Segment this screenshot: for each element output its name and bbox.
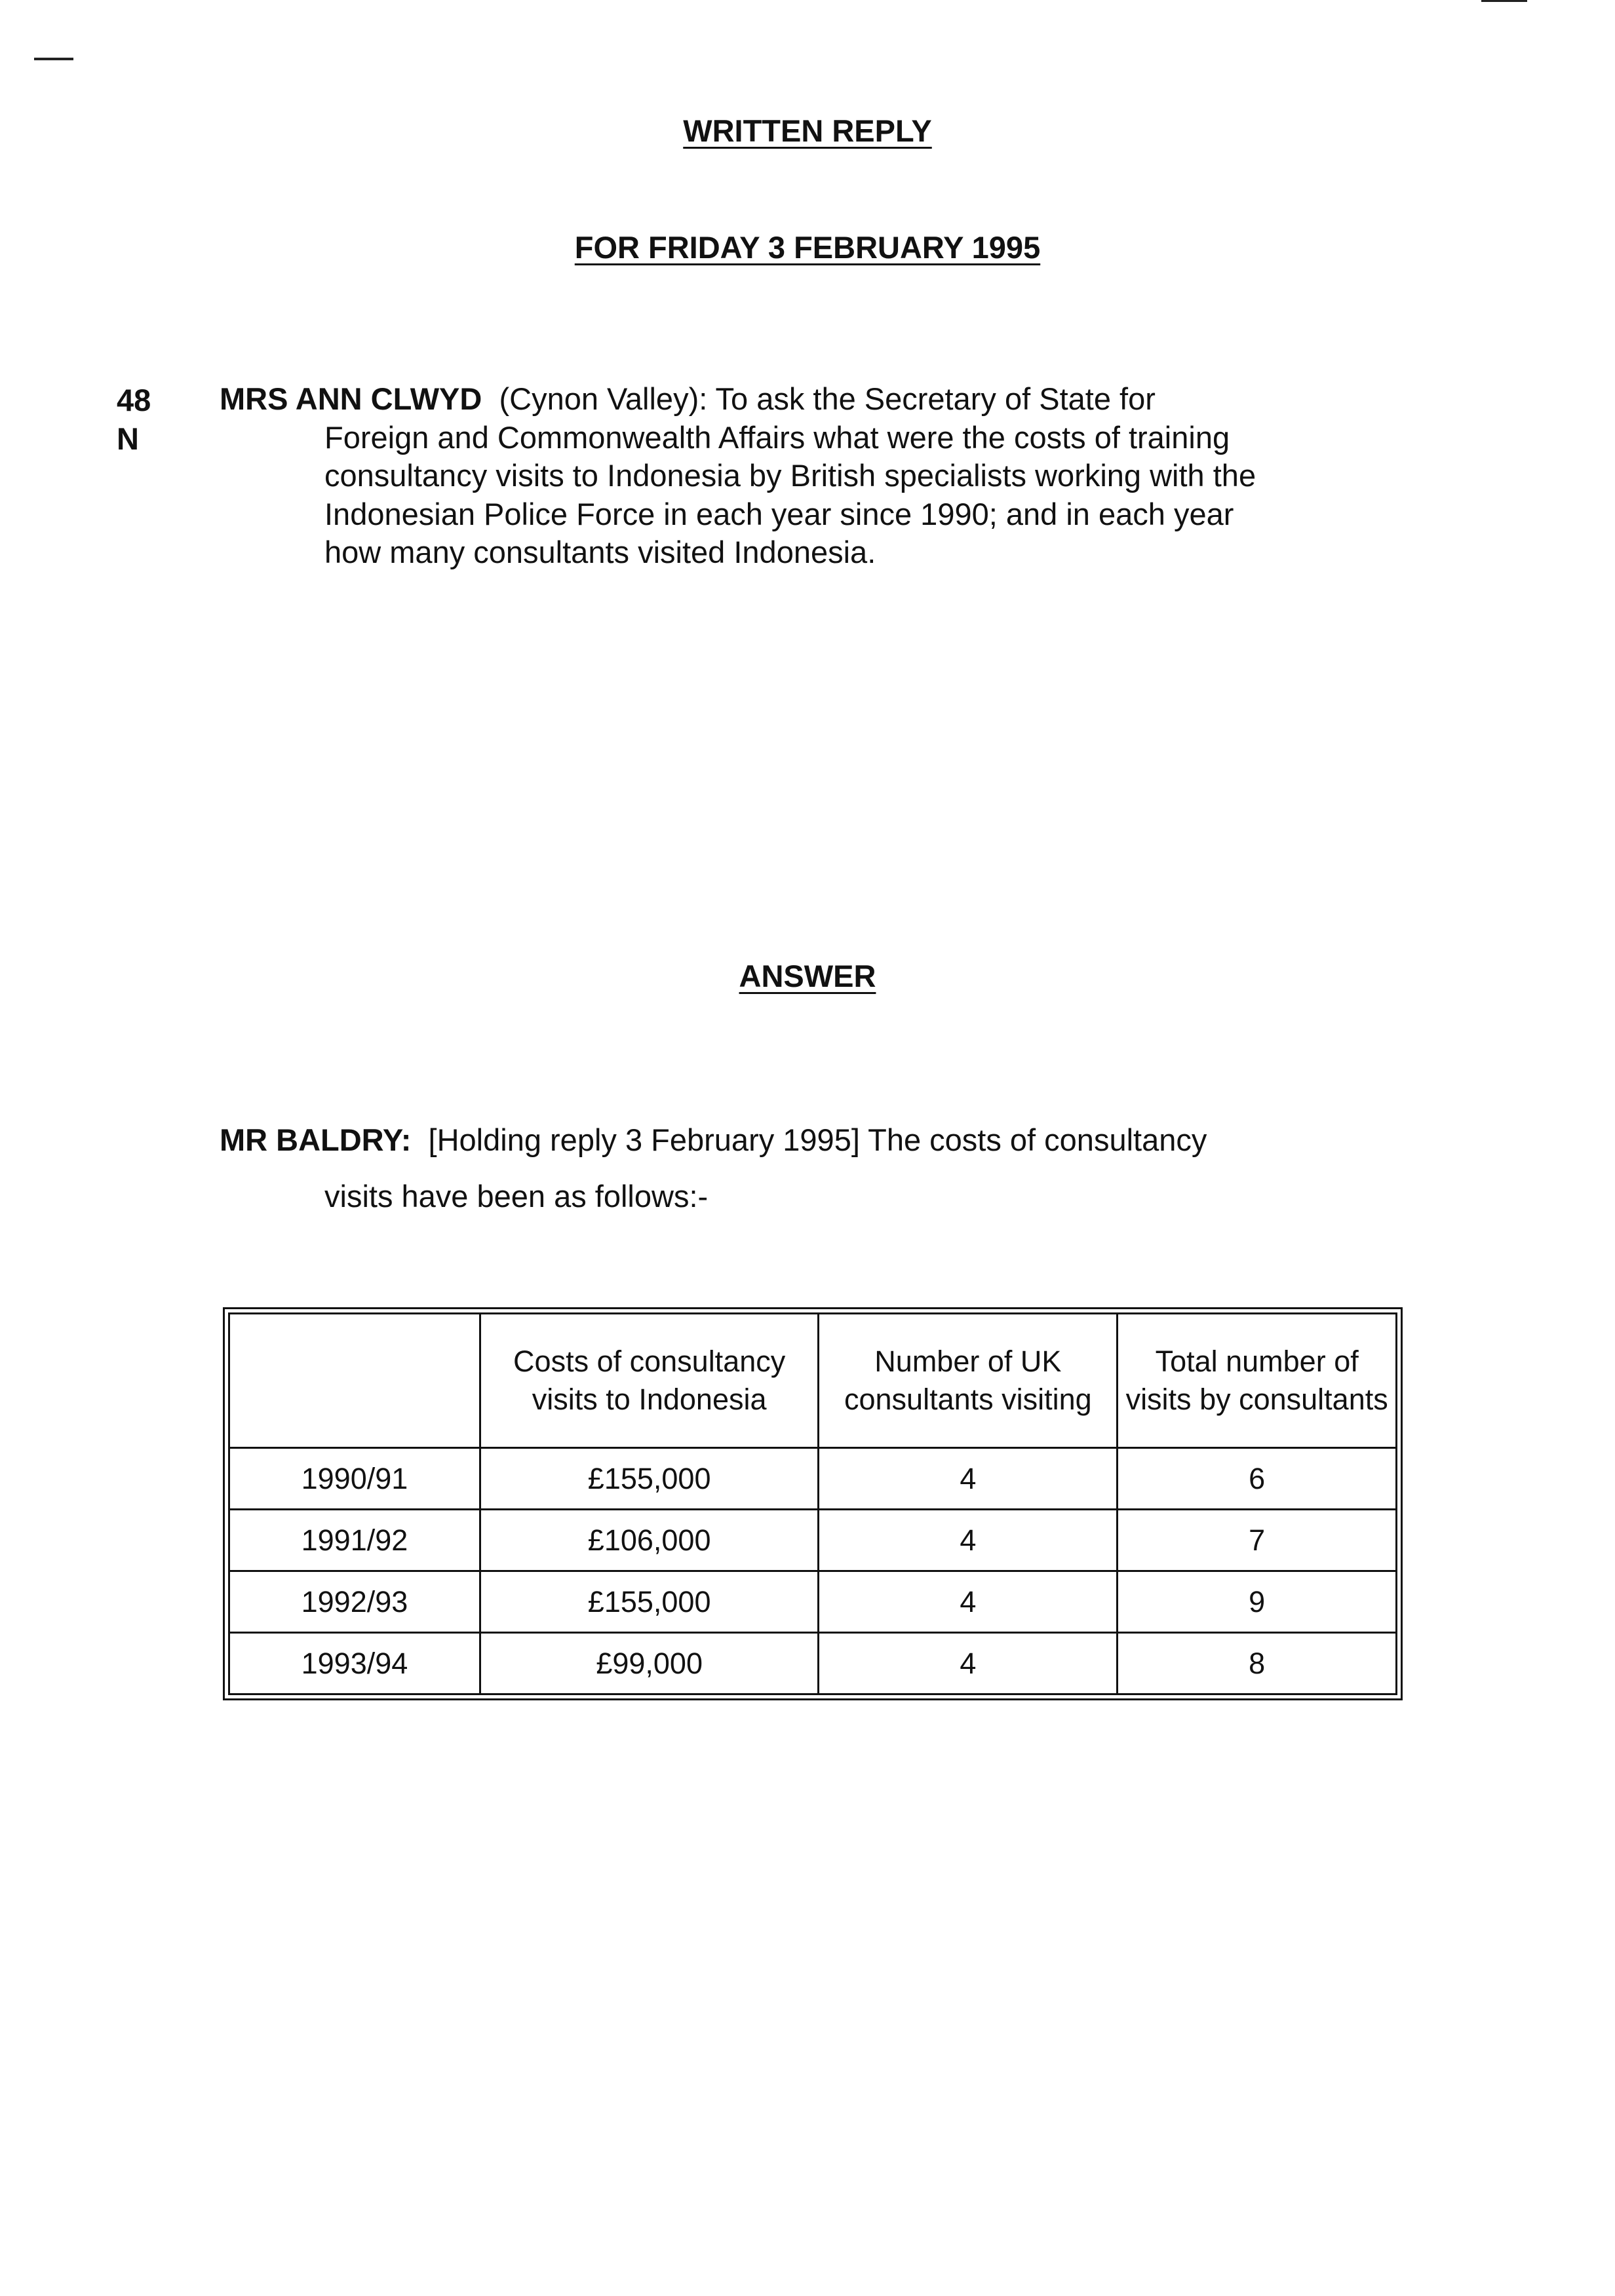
visits-cell: 8 [1118,1633,1397,1694]
cost-cell: £155,000 [480,1448,818,1510]
question-marker: N [117,421,139,456]
consultants-cell: 4 [819,1510,1118,1571]
table-row [229,1633,1397,1694]
consultants-cell: 4 [819,1633,1118,1694]
cost-cell: £99,000 [480,1633,818,1694]
visits-cell: 6 [1118,1448,1397,1510]
scan-speck [1481,0,1527,2]
header-cell: Costs of consultancy visits to Indonesia [480,1314,818,1448]
question-line: how many consultants visited Indonesia. [324,535,876,569]
answer-heading: ANSWER [739,959,876,993]
year-cell: 1992/93 [229,1571,480,1633]
question-line: consultancy visits to Indonesia by British specialists working with the [324,458,1256,493]
consultants-cell: 4 [819,1448,1118,1510]
table-row [229,1448,1397,1510]
reply-date-heading: FOR FRIDAY 3 FEBRUARY 1995 [574,230,1041,265]
header-cell [229,1314,480,1448]
question-number: 48 [117,383,151,417]
header-cell: Total number of visits by consultants [1118,1314,1397,1448]
cost-cell: £155,000 [480,1571,818,1633]
consultancy-costs-table [228,1312,1397,1695]
document-title: WRITTEN REPLY [683,113,932,148]
answer-line-2: visits have been as follows:- [324,1179,709,1214]
question-first-line [220,380,1363,419]
year-cell: 1990/91 [229,1448,480,1510]
year-cell: 1991/92 [229,1510,480,1571]
visits-cell: 9 [1118,1571,1397,1633]
header-cell: Number of UK consultants visiting [819,1314,1118,1448]
question-asker: MRS ANN CLWYD [220,381,482,416]
question-text [220,380,1363,572]
table-row [229,1510,1397,1571]
question-line: Indonesian Police Force in each year since 1990; and in each year [324,496,1234,531]
table-header-row [229,1314,1397,1448]
answer-speaker: MR BALDRY: [220,1122,412,1157]
table-row [229,1571,1397,1633]
scan-speck [34,58,73,60]
year-cell: 1993/94 [229,1633,480,1694]
question-body [220,419,1363,572]
consultants-cell: 4 [819,1571,1118,1633]
visits-cell: 7 [1118,1510,1397,1571]
question-intro: (Cynon Valley): To ask the Secretary of State for [499,381,1156,416]
answer-text [220,1112,1363,1225]
cost-cell: £106,000 [480,1510,818,1571]
question-line: Foreign and Commonwealth Affairs what were the costs of training [324,419,1230,455]
costs-table-frame [223,1307,1403,1700]
answer-line-1: [Holding reply 3 February 1995] The costs of consultancy [428,1122,1207,1157]
